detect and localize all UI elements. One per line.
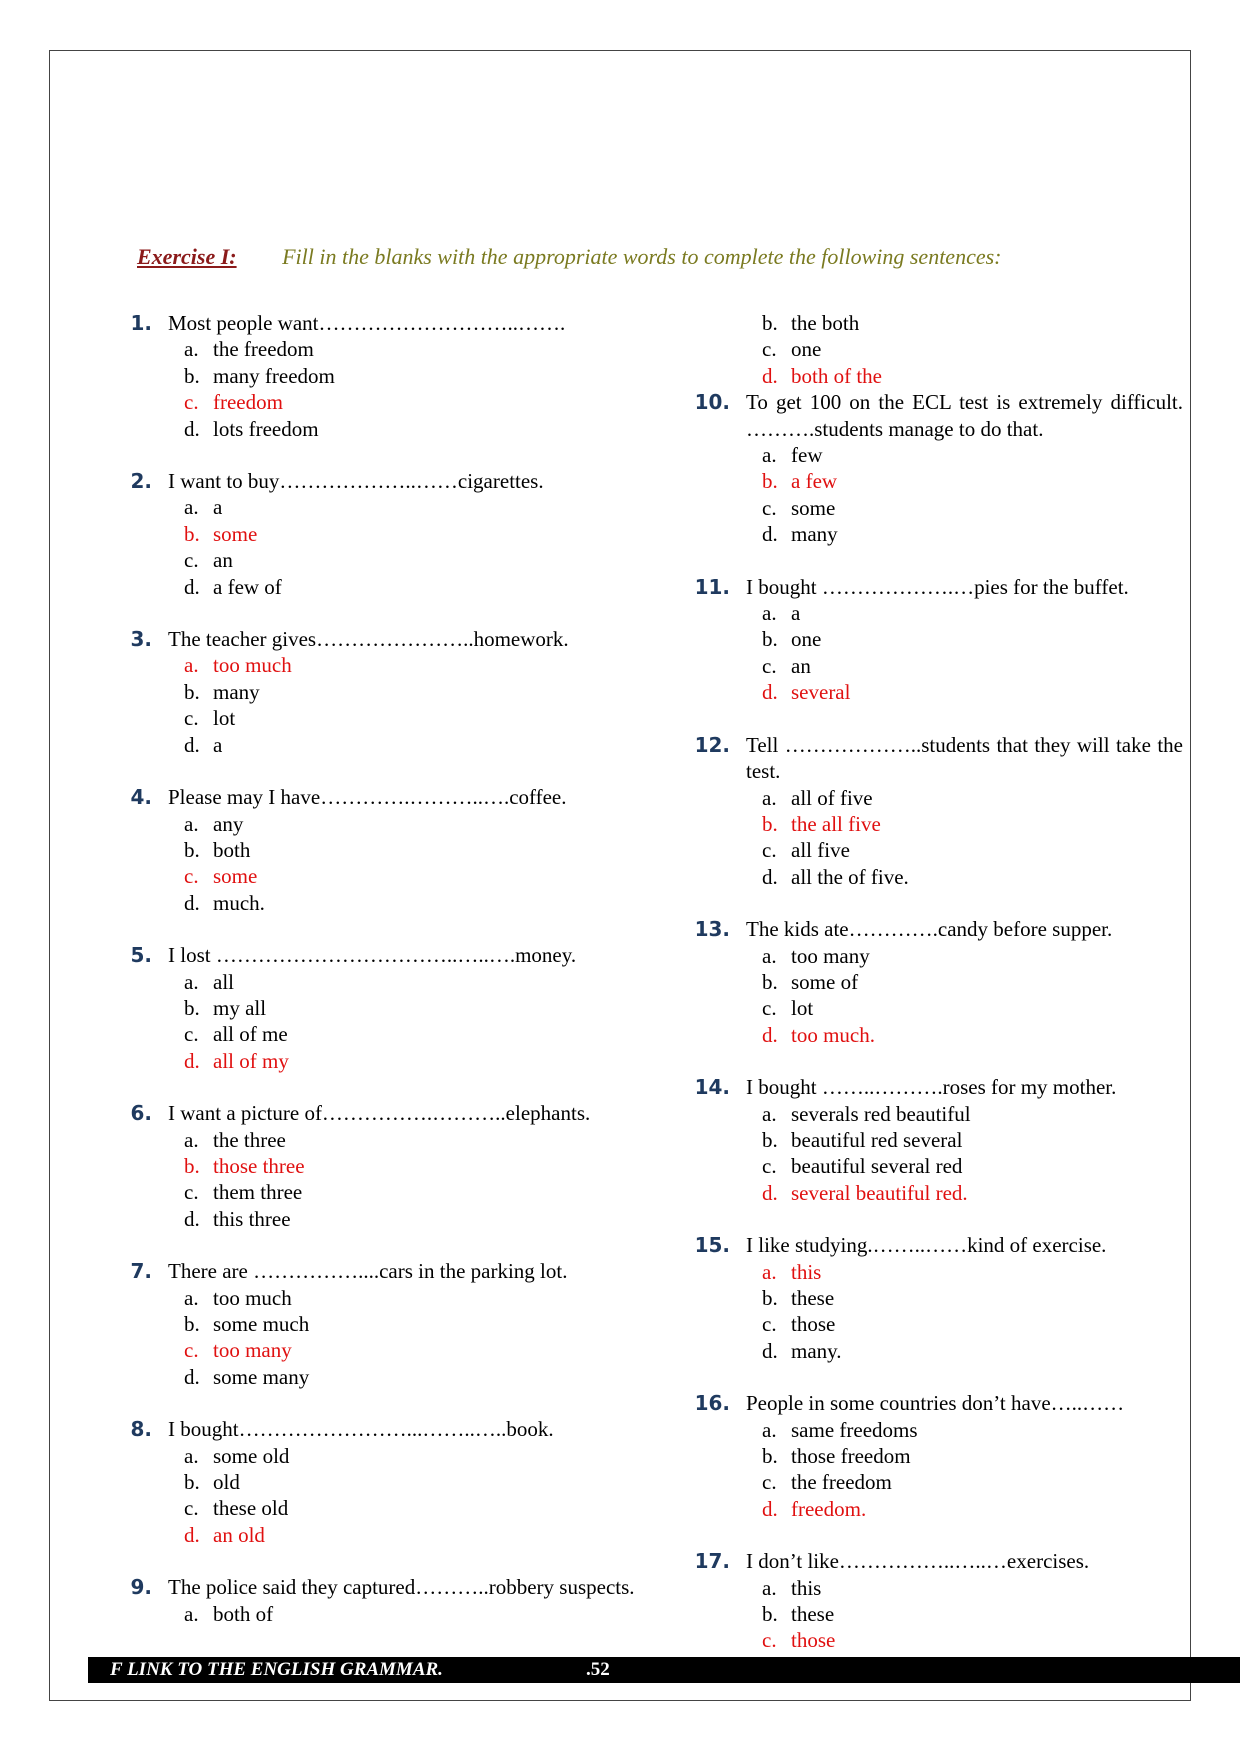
answer-option	[110, 969, 650, 995]
question-item	[110, 626, 650, 758]
option-text: few	[791, 443, 823, 468]
answer-option	[110, 1443, 650, 1469]
option-letter: c.	[762, 996, 777, 1021]
option-letter: b.	[762, 811, 778, 836]
answer-option	[110, 652, 650, 678]
answer-option	[110, 1495, 650, 1521]
question-item	[110, 1100, 650, 1232]
option-letter: a.	[184, 811, 199, 836]
option-text: any	[213, 811, 244, 836]
question-item	[688, 1232, 1183, 1364]
answer-option	[688, 468, 1183, 494]
option-letter: d.	[184, 890, 200, 915]
option-letter: a.	[184, 1285, 199, 1310]
option-letter: b.	[762, 627, 778, 652]
option-text: an	[213, 548, 233, 573]
question-item	[110, 1574, 650, 1627]
answer-option	[110, 547, 650, 573]
question-text: There are ……………....cars in the parking lot.	[168, 1259, 568, 1284]
question-text: Tell ………………..students that they will take the test.	[746, 732, 1183, 784]
option-letter: b.	[184, 995, 200, 1020]
answer-option	[110, 890, 650, 916]
option-text: freedom	[213, 390, 283, 415]
answer-option	[688, 1627, 1183, 1653]
answer-option	[110, 1601, 650, 1627]
option-text: all of five	[791, 785, 873, 810]
option-text: these old	[213, 1496, 289, 1521]
option-letter: a.	[762, 443, 777, 468]
question-number: 1.	[130, 311, 152, 335]
option-letter: c.	[184, 1338, 199, 1363]
option-letter: a.	[184, 653, 199, 678]
option-text: the three	[213, 1127, 286, 1152]
question-text: To get 100 on the ECL test is extremely difficult. ……….students manage to do that.	[746, 390, 1183, 441]
option-text: an	[791, 653, 811, 678]
answer-option	[110, 1179, 650, 1205]
option-letter: b.	[184, 363, 200, 388]
option-text: one	[791, 627, 822, 652]
option-letter: d.	[762, 1496, 778, 1521]
option-text: lot	[213, 706, 236, 731]
option-letter: c.	[184, 548, 199, 573]
option-text: several beautiful red.	[791, 1180, 968, 1205]
option-text: both	[213, 837, 251, 862]
question-text: The police said they captured………..robbery suspects.	[168, 1575, 635, 1600]
answer-option	[110, 1206, 650, 1232]
answer-option	[110, 521, 650, 547]
question-text: Please may I have………….………..….coffee.	[168, 785, 567, 810]
option-letter: a.	[762, 1101, 777, 1126]
question-text: I bought……………………...……..…..book.	[168, 1417, 554, 1442]
answer-option	[688, 811, 1183, 837]
option-text: my all	[213, 995, 267, 1020]
option-letter: a.	[184, 1601, 199, 1626]
option-text: some	[213, 521, 258, 546]
option-text: all	[213, 969, 234, 994]
option-letter: b.	[184, 837, 200, 862]
answer-option	[110, 574, 650, 600]
answer-option	[688, 600, 1183, 626]
option-letter: d.	[762, 522, 778, 547]
answer-option	[762, 363, 1183, 389]
option-text: those	[791, 1628, 836, 1653]
question-number: 14.	[694, 1075, 730, 1100]
option-text: a	[791, 601, 801, 626]
answer-option	[110, 494, 650, 520]
option-letter: a.	[762, 1417, 777, 1442]
answer-option	[688, 1101, 1183, 1127]
question-number: 2.	[130, 469, 152, 494]
question-text: I want to buy………………..……cigarettes.	[168, 469, 544, 494]
option-text: this three	[213, 1206, 291, 1231]
option-text: too many	[213, 1338, 292, 1363]
answer-option	[688, 785, 1183, 811]
question-text: Most people want………………………..…….	[168, 311, 566, 335]
option-text: all five	[791, 838, 850, 863]
option-letter: d.	[184, 732, 200, 757]
question-text: The kids ate………….candy before supper.	[746, 917, 1113, 942]
answer-option	[688, 1496, 1183, 1522]
answer-option	[110, 995, 650, 1021]
question-text: I lost ……………………………..…..….money.	[168, 943, 577, 968]
left-column	[110, 310, 650, 1653]
answer-option	[688, 995, 1183, 1021]
answer-option	[762, 336, 1183, 362]
answer-option	[688, 1285, 1183, 1311]
option-letter: d.	[184, 1522, 200, 1547]
option-text: some much	[213, 1312, 310, 1336]
option-text: lots freedom	[213, 416, 319, 441]
option-letter: d.	[762, 363, 778, 388]
answer-option	[110, 679, 650, 705]
question-number: 11.	[694, 574, 730, 599]
option-letter: b.	[762, 311, 778, 335]
answer-option	[688, 837, 1183, 863]
question-item	[688, 389, 1183, 547]
option-text: too many	[791, 943, 870, 968]
option-letter: c.	[762, 1470, 777, 1495]
question-number: 9.	[130, 1575, 152, 1600]
option-letter: b.	[762, 969, 778, 994]
option-text: an old	[213, 1522, 265, 1547]
option-text: the freedom	[791, 1470, 892, 1495]
question-text: I like studying.……..……kind of exercise.	[746, 1233, 1107, 1258]
question-item	[688, 1548, 1183, 1654]
option-text: too much	[213, 653, 292, 678]
option-letter: b.	[184, 521, 200, 546]
question-item	[110, 310, 650, 442]
option-text: the freedom	[213, 337, 314, 362]
option-text: some	[213, 864, 258, 889]
option-text: a	[213, 732, 223, 757]
option-letter: b.	[762, 1286, 778, 1310]
option-letter: c.	[762, 1154, 777, 1179]
option-text: much.	[213, 890, 265, 915]
option-text: freedom.	[791, 1496, 867, 1521]
option-letter: a.	[184, 969, 199, 994]
answer-option	[110, 1364, 650, 1390]
option-text: all of me	[213, 1022, 288, 1047]
option-letter: d.	[184, 416, 200, 441]
option-text: those freedom	[791, 1444, 911, 1469]
question-item	[110, 784, 650, 916]
option-text: these	[791, 1602, 835, 1627]
answer-option	[110, 732, 650, 758]
exercise-instruction: Fill in the blanks with the appropriate words to complete the following sentences:	[282, 244, 1002, 269]
answer-option	[110, 1522, 650, 1548]
answer-option	[688, 864, 1183, 890]
answer-option	[110, 811, 650, 837]
option-letter: a.	[762, 1259, 777, 1284]
question-number: 8.	[130, 1417, 152, 1442]
answer-option	[110, 1021, 650, 1047]
question-item	[688, 916, 1183, 1048]
question-number: 10.	[694, 390, 730, 415]
question-text: I don’t like……………..…..…exercises.	[746, 1549, 1090, 1574]
option-letter: a.	[762, 1575, 777, 1600]
option-text: many	[213, 679, 260, 704]
option-text: too much.	[791, 1022, 875, 1047]
option-letter: b.	[762, 1602, 778, 1627]
option-letter: c.	[762, 653, 777, 678]
option-text: both of	[213, 1601, 274, 1626]
answer-option	[110, 363, 650, 389]
option-text: both of the	[791, 363, 882, 388]
option-letter: b.	[184, 679, 200, 704]
answer-option	[688, 1575, 1183, 1601]
question-number: 12.	[694, 732, 730, 757]
answer-option	[110, 1285, 650, 1311]
option-text: the both	[791, 311, 860, 335]
question-number: 3.	[130, 627, 152, 652]
option-text: a few of	[213, 574, 282, 599]
option-letter: d.	[762, 1338, 778, 1363]
option-text: a	[213, 495, 223, 520]
option-text: one	[791, 337, 822, 362]
option-text: beautiful several red	[791, 1154, 963, 1179]
option-letter: c.	[184, 1496, 199, 1521]
question-number: 6.	[130, 1101, 152, 1126]
option-letter: b.	[184, 1470, 200, 1495]
exercise-header	[137, 244, 1002, 270]
option-letter: a.	[762, 601, 777, 626]
option-letter: a.	[184, 1443, 199, 1468]
option-text: many.	[791, 1338, 842, 1363]
option-letter: d.	[762, 1022, 778, 1047]
question-text: I want a picture of…………….………..elephants.	[168, 1101, 591, 1126]
question-number: 5.	[130, 943, 152, 968]
question-item	[688, 1390, 1183, 1522]
question-number: 4.	[130, 785, 152, 810]
option-text: too much	[213, 1285, 292, 1310]
answer-option	[110, 837, 650, 863]
option-text: those three	[213, 1153, 305, 1178]
question-item	[110, 1416, 650, 1548]
answer-option	[110, 863, 650, 889]
option-text: severals red beautiful	[791, 1101, 971, 1126]
question-number: 16.	[694, 1391, 730, 1416]
answer-option	[110, 1153, 650, 1179]
option-text: old	[213, 1470, 240, 1495]
answer-option	[688, 1311, 1183, 1337]
answer-option	[110, 389, 650, 415]
option-letter: d.	[762, 1180, 778, 1205]
answer-option	[688, 1469, 1183, 1495]
option-text: them three	[213, 1180, 303, 1205]
answer-option	[688, 943, 1183, 969]
question-item	[688, 1074, 1183, 1206]
option-text: some	[791, 495, 836, 520]
answer-option	[688, 1338, 1183, 1364]
option-letter: c.	[762, 1312, 777, 1337]
answer-option	[688, 653, 1183, 679]
option-letter: c.	[184, 1180, 199, 1205]
option-letter: c.	[762, 337, 777, 362]
answer-option	[688, 969, 1183, 995]
answer-option	[110, 1048, 650, 1074]
right-column	[688, 310, 1183, 1680]
option-text: those	[791, 1312, 836, 1337]
question-number: 13.	[694, 917, 730, 942]
option-text: some many	[213, 1364, 310, 1389]
answer-option	[688, 1417, 1183, 1443]
option-letter: c.	[184, 864, 199, 889]
question-9-continuation	[688, 310, 1183, 389]
answer-option	[688, 1153, 1183, 1179]
answer-option	[110, 1469, 650, 1495]
answer-option	[688, 1180, 1183, 1206]
answer-option	[110, 1127, 650, 1153]
question-text: People in some countries don’t have…..……	[746, 1391, 1125, 1416]
option-text: some of	[791, 969, 859, 994]
option-text: this	[791, 1575, 822, 1600]
option-letter: d.	[762, 864, 778, 889]
option-text: lot	[791, 996, 814, 1021]
option-letter: d.	[184, 1206, 200, 1231]
answer-option	[688, 1127, 1183, 1153]
option-letter: b.	[762, 469, 778, 494]
option-text: this	[791, 1259, 822, 1284]
answer-option	[110, 705, 650, 731]
option-text: same freedoms	[791, 1417, 918, 1442]
question-text: I bought ……..……….roses for my mother.	[746, 1075, 1117, 1100]
answer-option	[688, 442, 1183, 468]
option-letter: a.	[762, 785, 777, 810]
footer-bar	[88, 1657, 1240, 1683]
answer-option	[110, 416, 650, 442]
option-text: all of my	[213, 1048, 289, 1073]
option-letter: d.	[184, 1048, 200, 1073]
question-number: 7.	[130, 1259, 152, 1284]
option-text: these	[791, 1286, 835, 1310]
option-letter: d.	[184, 574, 200, 599]
exercise-label: Exercise I:	[137, 244, 237, 269]
option-text: the all five	[791, 811, 881, 836]
question-text: I bought ……………….…pies for the buffet.	[746, 574, 1129, 599]
option-letter: a.	[184, 337, 199, 362]
answer-option	[688, 1601, 1183, 1627]
answer-option	[688, 626, 1183, 652]
answer-option	[688, 1443, 1183, 1469]
option-letter: b.	[762, 1444, 778, 1469]
right-question-list	[688, 389, 1183, 1654]
option-letter: c.	[184, 390, 199, 415]
option-text: some old	[213, 1443, 290, 1468]
option-letter: a.	[184, 1127, 199, 1152]
question-item	[110, 1258, 650, 1390]
option-letter: b.	[184, 1312, 200, 1336]
option-text: many	[791, 522, 838, 547]
question-item	[688, 732, 1183, 890]
option-text: all the of five.	[791, 864, 909, 889]
option-letter: c.	[184, 1022, 199, 1047]
question-item	[110, 942, 650, 1074]
option-letter: b.	[184, 1153, 200, 1178]
answer-option	[688, 495, 1183, 521]
option-letter: c.	[184, 706, 199, 731]
answer-option	[762, 310, 1183, 336]
option-letter: a.	[184, 495, 199, 520]
page-number: .52	[586, 1659, 610, 1680]
option-text: many freedom	[213, 363, 335, 388]
option-letter: c.	[762, 1628, 777, 1653]
question-item	[688, 574, 1183, 706]
answer-option	[688, 521, 1183, 547]
answer-option	[688, 1259, 1183, 1285]
option-text: beautiful red several	[791, 1127, 963, 1152]
answer-option	[688, 679, 1183, 705]
option-text: a few	[791, 469, 838, 494]
option-letter: d.	[184, 1364, 200, 1389]
question-text: The teacher gives…………………..homework.	[168, 627, 569, 652]
answer-option	[688, 1022, 1183, 1048]
question-item	[110, 468, 650, 600]
answer-option	[110, 1311, 650, 1337]
answer-option	[110, 336, 650, 362]
option-letter: b.	[762, 1127, 778, 1152]
option-letter: a.	[762, 943, 777, 968]
question-number: 15.	[694, 1233, 730, 1258]
answer-option	[110, 1337, 650, 1363]
option-text: several	[791, 680, 851, 705]
option-letter: d.	[762, 680, 778, 705]
option-letter: c.	[762, 838, 777, 863]
option-letter: c.	[762, 495, 777, 520]
footer-title: F LINK TO THE ENGLISH GRAMMAR.	[110, 1659, 443, 1680]
question-number: 17.	[694, 1549, 730, 1574]
